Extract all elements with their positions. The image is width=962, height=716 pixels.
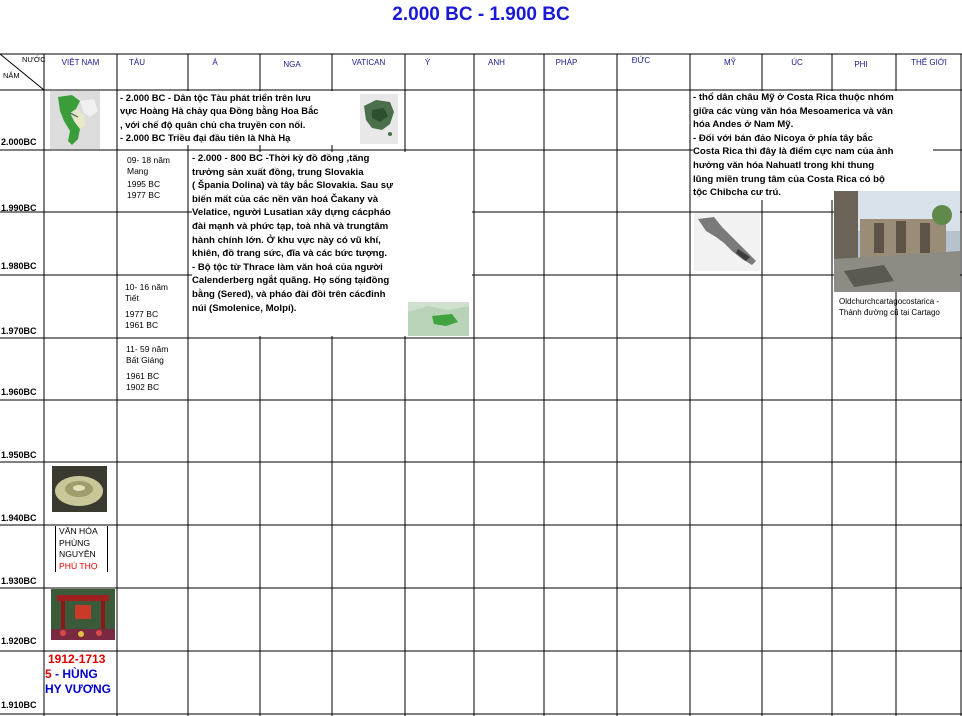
header-russia: NGA xyxy=(283,60,301,69)
year-1960bc: 1.960BC xyxy=(1,387,37,397)
corner-year-label: NĂM xyxy=(3,71,20,80)
reign-bat-giang: 11- 59 năm Bất Giáng 1961 BC 1902 BC xyxy=(126,344,169,392)
cartago-caption: Oldchurchcartagocostarica - Thánh đường cũ tại Cartago xyxy=(839,297,940,317)
year-1970bc: 1.970BC xyxy=(1,326,37,336)
china-map-image xyxy=(360,94,398,144)
year-1940bc: 1.940BC xyxy=(1,513,37,523)
hung-hy-vuong: 1912-1713 5 - HÙNG HY VƯƠNG xyxy=(45,652,111,696)
year-1910bc: 1.910BC xyxy=(1,700,37,710)
corner-country-label: NƯỚC xyxy=(22,55,46,64)
header-world: THẾ GIỚI xyxy=(911,58,947,67)
bronze-artifact-photo xyxy=(52,466,107,512)
header-england: ANH xyxy=(488,58,505,67)
header-italy: Ý xyxy=(424,58,431,67)
year-1990bc: 1.990BC xyxy=(1,203,37,213)
cartago-church-photo xyxy=(834,191,960,292)
phung-nguyen-culture: VĂN HÓA PHÙNG NGUYÊN PHÚ THỌ xyxy=(55,526,108,572)
header-africa: PHI xyxy=(854,60,868,69)
header-usa: MỸ xyxy=(724,58,736,67)
header-china: TÀU xyxy=(129,58,145,67)
header-asia: Á xyxy=(212,58,218,67)
china-xia-dynasty-note: - 2.000 BC - Dân tộc Tàu phát triển trên lưu vực Hoàng Hà chảy qua Đồng bằng Hoa Bắc , với chế độ quân chủ cha truyền con nối. - 2.000 BC Triều đại đầu tiên là Nhà Hạ xyxy=(120,91,360,145)
year-1920bc: 1.920BC xyxy=(1,636,37,646)
hung-temple-photo xyxy=(51,589,115,640)
europe-bronze-age-note: - 2.000 - 800 BC -Thời kỳ đồ đồng ,tăng trưởng sản xuất đồng, trung Slovakia ( Špania Dolina) và tây bắc Slovakia. Sau sự biến mất của các nền văn hoá Čakany và Velatice, người Lusatian xây dựng cácpháo đài mạnh và phức tạp, toà nhà và trungtâm hành chính lớn. Ở khu vực này có vũ khí, khiên, đồ trang sức, đĩa và các bức tượng. - Bộ tộc từ Thrace làm văn hoá của người Calenderberg ngắt quãng. Họ sống tạiđồng bằng (Sered), và pháo đài đồi trên cácđỉnh núi (Smolenice, Molpí). xyxy=(192,152,472,336)
reign-tiet: 10- 16 năm Tiết 1977 BC 1961 BC xyxy=(125,282,168,330)
year-2000bc: 2.000BC xyxy=(1,137,37,147)
header-australia: ÚC xyxy=(791,58,803,67)
header-germany: ĐỨC xyxy=(631,56,651,65)
central-america-map-image xyxy=(694,213,760,271)
header-vietnam: VIỆT NAM xyxy=(61,58,100,67)
year-1950bc: 1.950BC xyxy=(1,450,37,460)
header-vatican: VATICAN xyxy=(351,58,386,67)
slovakia-map-image xyxy=(408,302,469,336)
header-france: PHÁP xyxy=(555,58,578,67)
page-title: 2.000 BC - 1.900 BC xyxy=(392,4,570,25)
reign-mang: 09- 18 năm Mang 1995 BC 1977 BC xyxy=(127,155,170,200)
year-1980bc: 1.980BC xyxy=(1,261,37,271)
costa-rica-note: - thổ dân châu Mỹ ở Costa Rica thuộc nhóm giữa các vùng văn hóa Mesoamerica và văn hóa Andes ở Nam Mỹ. - Đối với bán đảo Nicoya ở phía tây bắc Costa Rica thì đây là điểm cực nam của ảnh hưởng văn hóa Nahuatl trong khi thung lũng miền trung tâm của Costa Rica có bộ tộc Chibcha cư trú. xyxy=(693,91,933,200)
year-1930bc: 1.930BC xyxy=(1,576,37,586)
vietnam-map-image xyxy=(50,91,100,149)
